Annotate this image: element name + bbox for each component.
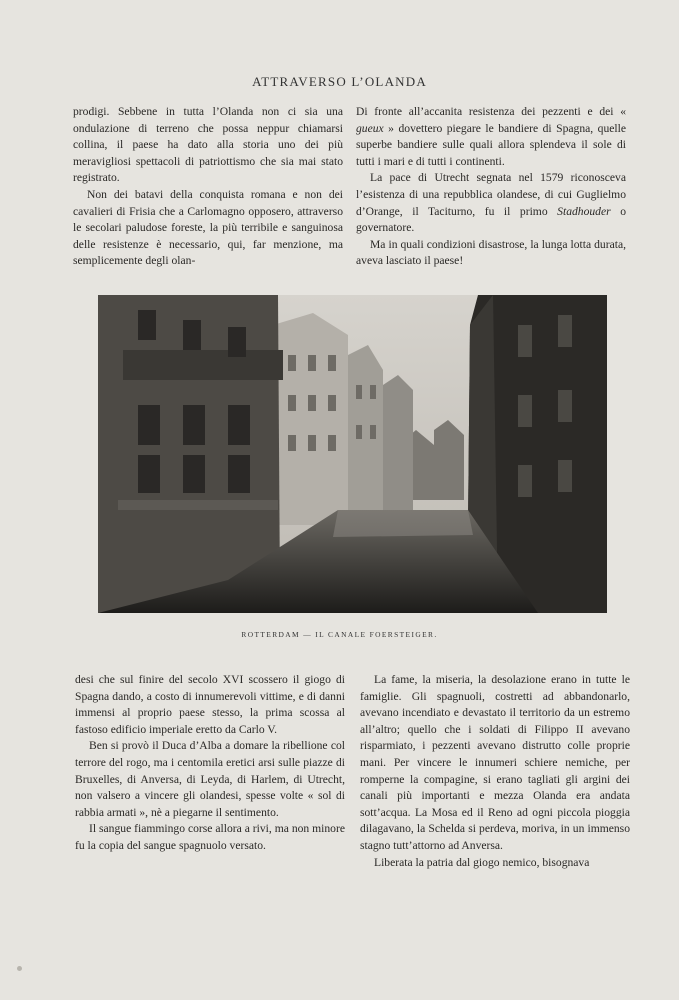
text-run: o governatore. bbox=[356, 204, 626, 235]
figure-caption: ROTTERDAM — IL CANALE FOERSTEIGER. bbox=[241, 630, 438, 639]
canal-photograph bbox=[98, 295, 607, 613]
paragraph: La fame, la miseria, la desolazione erano in tutte le famiglie. Gli spagnuoli, costretti ad abbandonarlo, avevano incendiato e devastato il territorio da un estremo all’altro; quello che i soldati di Filippo II avevano risparmiato, i pezzenti avevano distrutto colle proprie mani. Per vincere le innumeri schiere nemiche, per romperne la compagine, si erano tagliati gli argini dei canali più importanti e mezza Olanda era andata sott’acqua. La Mosa ed il Reno ad ogni piccola pioggia dilagavano, la Schelda si perdeva, moriva, in un immenso stagno tutt’attorno ad Anversa. bbox=[360, 673, 630, 852]
italic-term: Stadhouder bbox=[557, 204, 611, 218]
paragraph: Il sangue fiammingo corse allora a rivi, ma non minore fu la copia del sangue spagnuolo versato. bbox=[75, 822, 345, 852]
text-run: Di fronte all’accanita resistenza dei pezzenti e dei « bbox=[356, 105, 626, 118]
top-right-column bbox=[356, 104, 626, 270]
text-run: La pace di Utrecht segnata nel 1579 riconosceva l’esistenza di una repubblica olandese, di cui Guglielmo d’Orange, il Taciturno, fu il primo bbox=[356, 171, 626, 218]
paragraph: Ma in quali condizioni disastrose, la lunga lotta durata, aveva lasciato il paese! bbox=[356, 237, 626, 268]
bottom-right-column bbox=[360, 672, 630, 871]
running-title: ATTRAVERSO L’OLANDA bbox=[252, 74, 427, 89]
italic-term: gueux bbox=[356, 121, 384, 135]
paragraph: Non dei batavi della conquista romana e non dei cavalieri di Frisia che a Carlomagno opposero, attraverso le secolari paludose foreste, la più terribile e sanguinosa delle resistenze è necessario, qui, far menzione, ma semplicemente degli olan- bbox=[73, 187, 343, 268]
top-left-column bbox=[73, 104, 343, 270]
text-run: » dovettero piegare le bandiere di Spagna, quelle superbe bandiere sulle quali allora splendeva il sole di tutti i mari e di tutti i continenti. bbox=[356, 121, 626, 168]
canal-illustration bbox=[98, 295, 607, 613]
paragraph: Liberata la patria dal giogo nemico, bisognava bbox=[374, 855, 590, 869]
paragraph bbox=[356, 170, 626, 236]
bottom-left-column bbox=[75, 672, 345, 855]
paragraph: prodigi. Sebbene in tutta l’Olanda non ci sia una ondulazione di terreno che possa neppur chiamarsi collina, il paese ha dato alla storia uno dei più meravigliosi spettacoli di patriottismo che sia mai stato registrato. bbox=[73, 105, 343, 185]
paragraph: Ben si provò il Duca d’Alba a domare la ribellione col terrore del rogo, ma i centomila eretici arsi sulle piazze di Bruxelles, di Anversa, di Leyda, di Harlem, di Utrecht, non valsero a vincere gli olandesi, spesse volte « sol di rabbia armati », nè a piegarne il sentimento. bbox=[75, 739, 345, 819]
page-speck bbox=[17, 966, 22, 971]
paragraph: desi che sul finire del secolo XVI scossero il giogo di Spagna dando, a costo di innumerevoli vittime, e di danni immensi al proprio paese stesso, la prima scossa al fastoso edificio imperiale eretto da Carlo V. bbox=[75, 673, 345, 736]
paragraph bbox=[356, 104, 626, 170]
